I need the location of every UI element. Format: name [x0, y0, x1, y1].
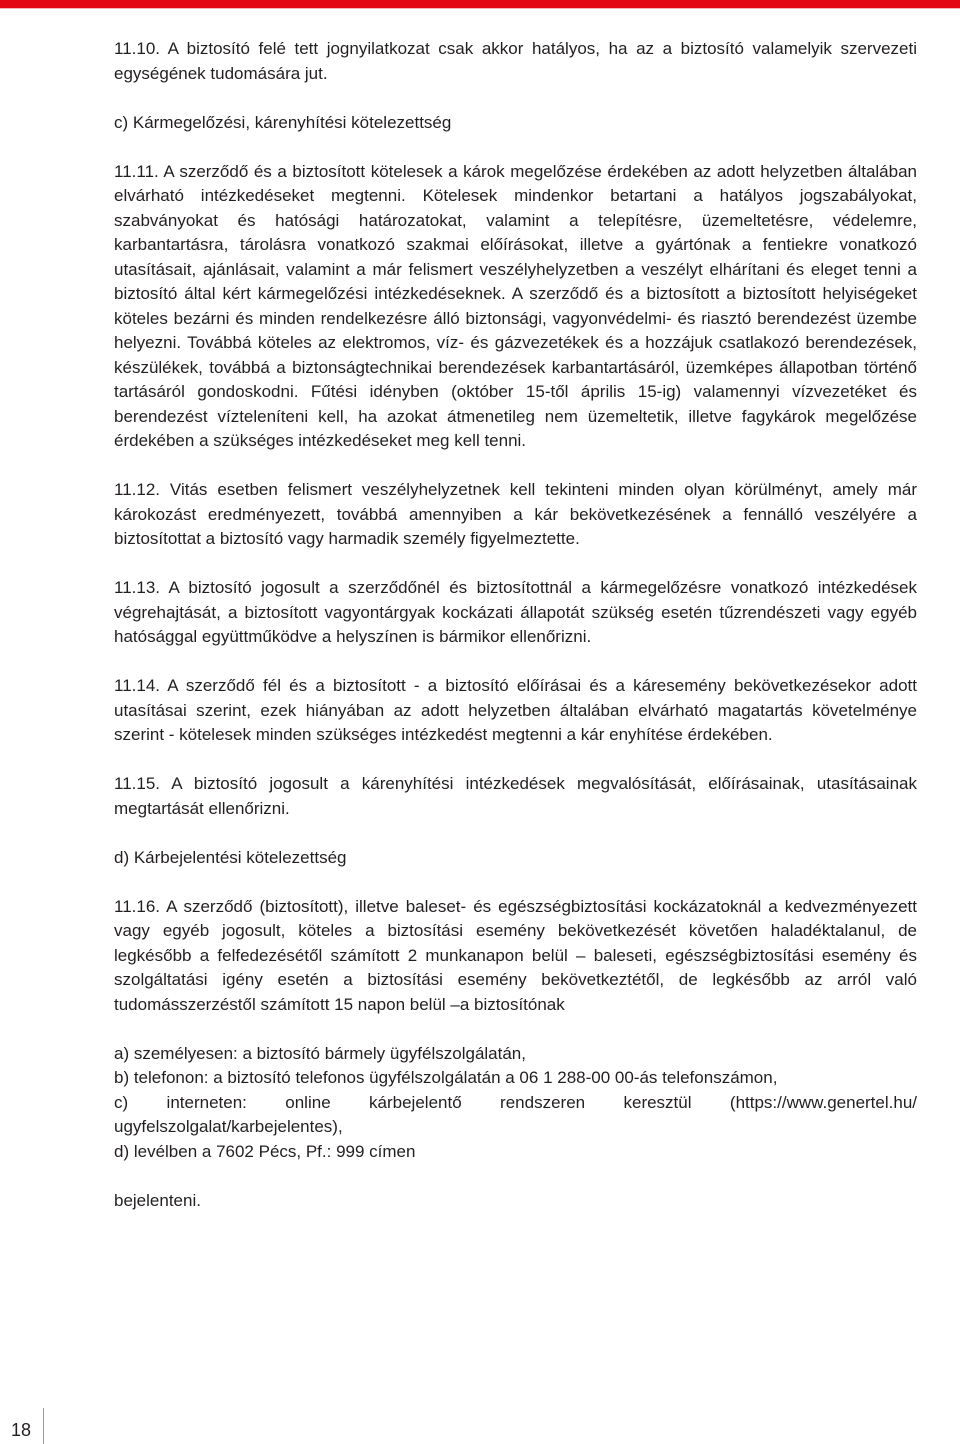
paragraph-11-15: 11.15. A biztosító jogosult a kárenyhítési intézkedések megvalósítását, előírásainak, utasításainak megtartását ellenőrizni.: [114, 774, 917, 818]
reporting-methods-list: [114, 1042, 917, 1165]
page-number: 18: [10, 1420, 32, 1440]
closing-text: bejelenteni.: [114, 1190, 201, 1210]
heading-c-kármegelőzés: c) Kármegelőzési, kárenyhítési kötelezettség: [114, 112, 452, 132]
list-item-personal: a) személyesen: a biztosító bármely ügyfélszolgálatán,: [114, 1043, 526, 1063]
heading-d-kárbejelentés: d) Kárbejelentési kötelezettség: [114, 847, 347, 867]
header-accent-bar: [0, 0, 960, 8]
document-body: [114, 37, 917, 1213]
list-item-phone: b) telefonon: a biztosító telefonos ügyfélszolgálatán a 06 1 288-00 00-ás telefonszámon,: [114, 1068, 778, 1087]
footer-divider: [43, 1408, 44, 1444]
paragraph-11-10: 11.10. A biztosító felé tett jognyilatkozat csak akkor hatályos, ha az a biztosító valamelyik szervezeti egységének tudomására jut.: [114, 39, 917, 83]
paragraph-11-14: 11.14. A szerződő fél és a biztosított - a biztosító előírásai és a káresemény bekövetkezésekor adott utasításai szerint, ezek hiányában az adott helyzetben általában elvárható magatartás követelménye szerint - kötelesek minden szükséges intézkedést megtenni a kár enyhítése érdekében.: [114, 676, 917, 744]
header-accent-line: [0, 8, 960, 9]
paragraph-11-11: 11.11. A szerződő és a biztosított kötelesek a károk megelőzése érdekében az adott helyzetben általában elvárható intézkedéseket megtenni. Kötelesek mindenkor betartani a hatályos jogszabályokat, szabványokat és hatósági határozatokat, valamint a telepítésre, üzemeltetésre, védelemre, karbantartásra, tárolásra vonatkozó szakmai előírásokat, illetve a gyártónak a fentiekre vonatkozó utasításait, ajánlásait, valamint a már felismert veszélyhelyzetben a veszélyt elhárítani és eleget tenni a biztosító által kért kármegelőzési intézkedéseknek. A szerződő és a biztosított a biztosított helyiségeket köteles bezárni és minden rendelkezésre álló biztonsági, vagyonvédelmi- és riasztó berendezést üzembe helyezni. Továbbá köteles az elektromos, víz- és gázvezetékek és a hozzájuk csatlakozó berendezések, készülékek, továbbá a biztonságtechnikai berendezések karbantartásáról, üzemképes állapotban történő tartásáról gondoskodni. Fűtési idényben (október 15-től április 15-ig) valamennyi vízvezetéket és berendezést vízteleníteni kell, ha azokat átmenetileg nem üzemeltetik, illetve fagykárok megelőzése érdekében a szükséges intézkedéseket meg kell tenni.: [114, 161, 917, 450]
paragraph-11-16: 11.16. A szerződő (biztosított), illetve baleset- és egészségbiztosítási kockázatoknál a kedvezményezett vagy egyéb jogosult, köteles a biztosítási esemény bekövetkezését követően haladéktalanul, de legkésőbb a felfedezésétől számított 2 munkanapon belül – baleseti, egészségbiztosítási esemény és szolgáltatási igény esetén a biztosítási esemény bekövetkeztétől, de legkésőbb az arról való tudomásszerzéstől számított 15 napon belül –a biztosítónak: [114, 896, 917, 1014]
paragraph-11-13: 11.13. A biztosító jogosult a szerződőnél és biztosítottnál a kármegelőzésre vonatkozó intézkedések végrehajtását, a biztosított vagyontárgyak kockázati állapotát szükség esetén tűzrendészeti vagy egyéb hatósággal együttműködve a helyszínen is bármikor ellenőrizni.: [114, 578, 917, 646]
list-item-online: c) interneten: online kárbejelentő rendszeren keresztül (https://www.genertel.hu/ ugyfelszolgalat/karbejelentes),: [114, 1092, 917, 1136]
list-item-letter: d) levélben a 7602 Pécs, Pf.: 999 címen: [114, 1141, 416, 1161]
paragraph-11-12: 11.12. Vitás esetben felismert veszélyhelyzetnek kell tekinteni minden olyan körülményt, amely már károkozást eredményezett, továbbá amennyiben a kár bekövetkezésének a fennálló veszélyére a biztosítottat a biztosító vagy harmadik személy figyelmeztette.: [114, 480, 917, 548]
